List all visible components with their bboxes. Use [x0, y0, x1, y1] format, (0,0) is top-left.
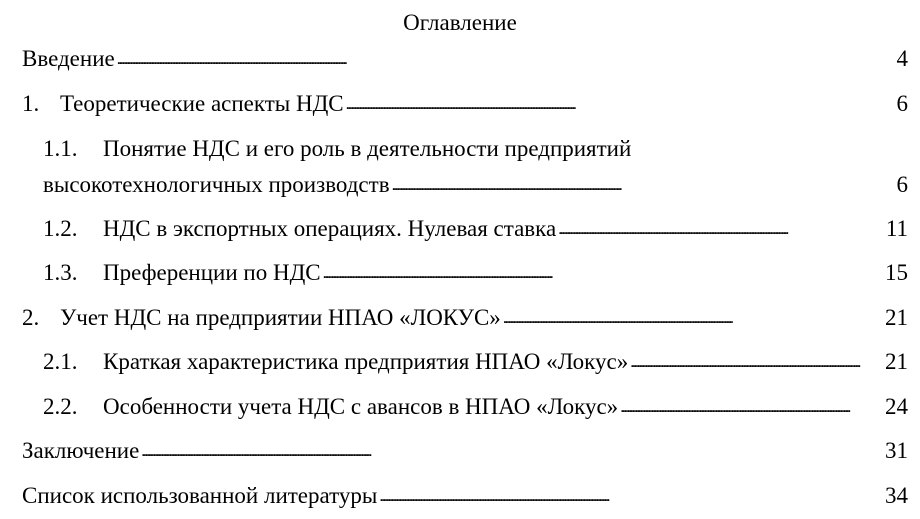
- toc-entry-text: высокотехнологичных производств: [43, 172, 390, 197]
- toc-leader-dots: [323, 256, 881, 289]
- toc-entry-text: Особенности учета НДС с авансов в НПАО «Локус»: [103, 394, 619, 419]
- toc-entry-bibliography[interactable]: [0, 481, 920, 511]
- toc-page-number: 21: [885, 349, 908, 374]
- toc-entry-number: 2.1.: [43, 349, 78, 374]
- toc-entry-number: 1.3.: [43, 260, 78, 285]
- toc-entry-section-1-1[interactable]: [0, 134, 920, 164]
- toc-leader-dots: [117, 42, 893, 75]
- toc-page-number: 6: [896, 91, 908, 116]
- toc-entry-text: Список использованной литературы: [22, 483, 378, 508]
- toc-leader-dots: [392, 168, 893, 201]
- toc-entry-section-2-2[interactable]: [0, 392, 920, 422]
- toc-page-number: 6: [896, 172, 908, 197]
- toc-entry-number: 1.1.: [43, 136, 78, 161]
- toc-page-number: 34: [885, 483, 908, 508]
- toc-entry-chapter-1[interactable]: [0, 89, 920, 119]
- toc-entry-text: Краткая характеристика предприятия НПАО «Локус»: [103, 349, 629, 374]
- toc-leader-dots: [620, 390, 881, 423]
- toc-page-number: 24: [885, 394, 908, 419]
- toc-entry-section-1-3[interactable]: [0, 258, 920, 288]
- toc-entry-conclusion[interactable]: [0, 436, 920, 466]
- toc-page-number: 21: [885, 305, 908, 330]
- toc-entry-number: 2.2.: [43, 394, 78, 419]
- toc-leader-dots: [503, 301, 881, 334]
- toc-entry-section-2-1[interactable]: [0, 347, 920, 377]
- toc-entry-text: Теоретические аспекты НДС: [60, 91, 344, 116]
- toc-entry-section-1-2[interactable]: [0, 214, 920, 244]
- toc-page-number: 11: [885, 216, 908, 241]
- toc-entry-number: 2.: [22, 305, 40, 330]
- toc-entry-introduction[interactable]: [0, 44, 920, 74]
- toc-entry-text: Введение: [22, 46, 115, 71]
- toc-page-number: 31: [885, 438, 908, 463]
- toc-title: Оглавление: [403, 10, 517, 35]
- toc-entry-number: 1.2.: [43, 216, 78, 241]
- toc-leader-dots: [379, 479, 881, 512]
- toc-entry-chapter-2[interactable]: [0, 303, 920, 333]
- toc-entry-text: Понятие НДС и его роль в деятельности предприятий: [103, 136, 632, 161]
- toc-leader-dots: [346, 87, 893, 120]
- toc-page-number: 4: [896, 46, 908, 71]
- toc-entry-text: Учет НДС на предприятии НПАО «ЛОКУС»: [60, 305, 501, 330]
- toc-page-number: 15: [885, 260, 908, 285]
- toc-entry-number: 1.: [22, 91, 40, 116]
- toc-leader-dots: [630, 345, 881, 378]
- toc-entry-text: Заключение: [22, 438, 140, 463]
- toc-entry-section-1-1-continued[interactable]: [0, 170, 920, 200]
- toc-leader-dots: [141, 434, 881, 467]
- toc-leader-dots: [558, 212, 882, 245]
- toc-entry-text: Преференции по НДС: [103, 260, 321, 285]
- toc-entry-text: НДС в экспортных операциях. Нулевая ставка: [103, 216, 557, 241]
